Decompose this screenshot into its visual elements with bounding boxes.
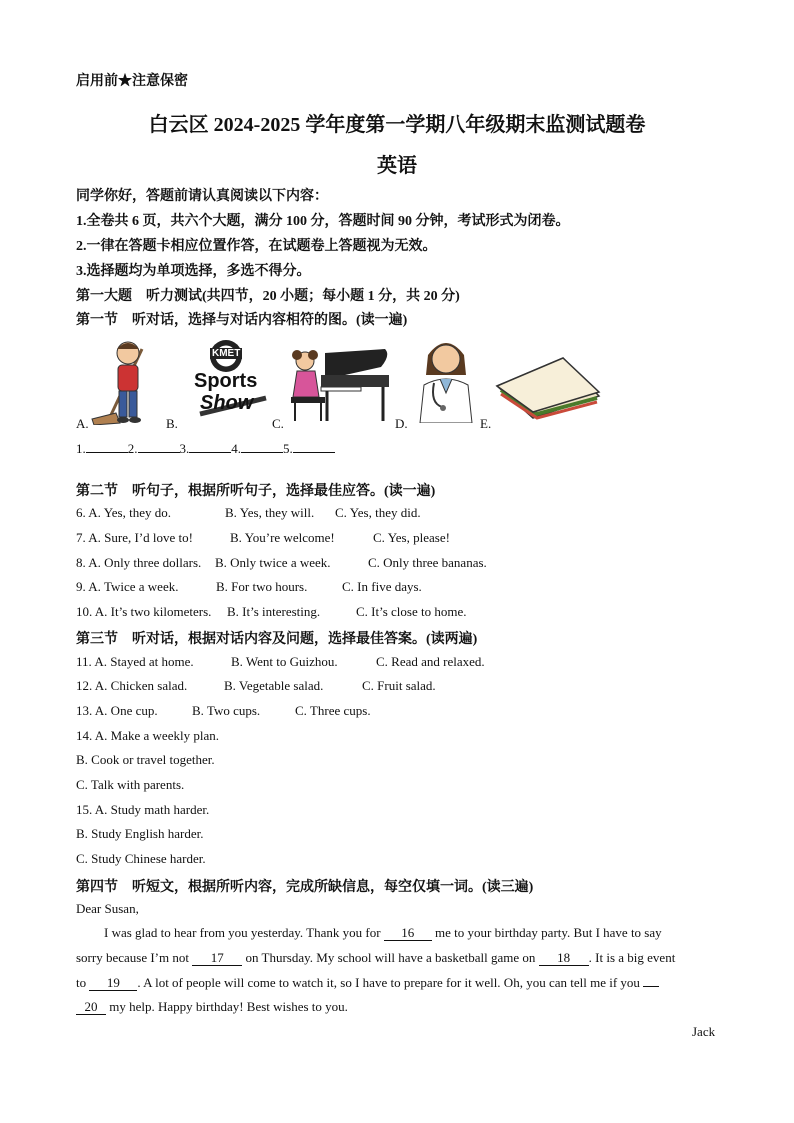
confidential-label: 启用前★注意保密 (76, 74, 188, 89)
instruction-intro: 同学你好，答题前请认真阅读以下内容： (76, 189, 328, 204)
passage-text: I was glad to hear from you yesterday. Thank you for (104, 925, 381, 940)
section1-heading: 第一节 听对话，选择与对话内容相符的图。(读一遍) (76, 313, 408, 328)
question-number: 6. (76, 505, 86, 520)
letter-line-3 (76, 975, 659, 991)
page-title: 白云区 2024-2025 学年度第一学期八年级期末监测试题卷 (148, 114, 646, 136)
option-a: A. Stayed at home. (94, 654, 194, 669)
blank-label: 4. (231, 441, 241, 456)
answer-blanks-1-5 (76, 441, 335, 457)
subject-title: 英语 (377, 155, 417, 177)
option-c: C. Yes, they did. (335, 505, 421, 520)
logo-text-show: Show (200, 392, 254, 414)
answer-blank[interactable] (189, 452, 231, 453)
image-c-label: C. (272, 416, 284, 431)
question-6 (76, 505, 171, 521)
option-b: B. Vegetable salad. (224, 678, 324, 693)
blank-label: 2. (127, 441, 138, 456)
question-number: 13. (76, 703, 93, 718)
logo-text-kmet: KMET (212, 348, 241, 359)
section2-heading: 第二节 听句子，根据所听句子，选择最佳应答。(读一遍) (76, 484, 436, 499)
option-b: B. Only twice a week. (215, 555, 331, 570)
answer-blank-18[interactable]: 18 (539, 951, 589, 966)
sports-show-logo-icon (180, 338, 270, 423)
answer-blank-19[interactable]: 19 (89, 976, 137, 991)
passage-text: . It is a big event (588, 950, 676, 965)
answer-blank-16[interactable]: 16 (384, 926, 432, 941)
image-d-label: D. (395, 416, 408, 431)
question-number: 11. (76, 654, 92, 669)
question-10 (76, 604, 211, 620)
answer-blank-17[interactable]: 17 (192, 951, 242, 966)
question-7 (76, 530, 193, 546)
question-15-option-c: C. Study Chinese harder. (76, 851, 206, 866)
option-c: C. Only three bananas. (368, 555, 487, 570)
letter-signature: Jack (692, 1024, 716, 1039)
option-c: C. In five days. (342, 579, 422, 594)
instruction-3: 3.选择题均为单项选择，多选不得分。 (76, 264, 311, 279)
answer-blank-20[interactable]: 20 (76, 1000, 106, 1015)
question-number: 12. (76, 678, 93, 693)
option-a: A. Twice a week. (88, 579, 179, 594)
question-number: 10. (76, 604, 93, 619)
passage-text: me to your birthday party. But I have to say (435, 925, 662, 940)
boy-sweeping-icon (88, 335, 160, 425)
question-11 (76, 654, 194, 670)
option-a: A. Sure, I’d love to! (88, 530, 193, 545)
instruction-2: 2.一律在答题卡相应位置作答，在试题卷上答题视为无效。 (76, 239, 437, 254)
answer-blank-20-start[interactable] (643, 986, 659, 987)
option-c: C. Three cups. (295, 703, 371, 718)
letter-greeting: Dear Susan, (76, 901, 139, 916)
option-c: C. It’s close to home. (356, 604, 467, 619)
option-a: A. One cup. (94, 703, 158, 718)
option-b: B. Went to Guizhou. (231, 654, 338, 669)
question-number: 7. (76, 530, 86, 545)
passage-text: my help. Happy birthday! Best wishes to you. (109, 999, 348, 1014)
letter-line-1 (104, 925, 662, 941)
sandwich-icon (493, 356, 603, 422)
answer-blank[interactable] (293, 452, 335, 453)
option-c: C. Fruit salad. (362, 678, 436, 693)
logo-text-sports: Sports (194, 370, 258, 392)
section4-heading: 第四节 听短文，根据所听内容，完成所缺信息，每空仅填一词。(读三遍) (76, 880, 534, 895)
question-15-option-a: 15. A. Study math harder. (76, 802, 210, 817)
question-13 (76, 703, 158, 719)
question-14-option-b: B. Cook or travel together. (76, 752, 215, 767)
passage-text: on Thursday. My school will have a basketball game on (245, 950, 536, 965)
option-a: A. Chicken salad. (94, 678, 188, 693)
passage-text: sorry because I’m not (76, 950, 189, 965)
question-number: 9. (76, 579, 86, 594)
blank-label: 3. (179, 441, 190, 456)
blank-label: 1. (76, 441, 86, 456)
question-8 (76, 555, 201, 571)
option-b: B. You’re welcome! (230, 530, 335, 545)
answer-blank[interactable] (138, 452, 180, 453)
option-b: B. Yes, they will. (225, 505, 315, 520)
answer-blank[interactable] (241, 452, 283, 453)
option-c: C. Read and relaxed. (376, 654, 485, 669)
question-12 (76, 678, 187, 694)
option-b: B. Two cups. (192, 703, 261, 718)
question-14-option-c: C. Talk with parents. (76, 777, 185, 792)
answer-blank[interactable] (86, 452, 128, 453)
question-14-option-a: 14. A. Make a weekly plan. (76, 728, 219, 743)
question-9 (76, 579, 178, 595)
image-a-label: A. (76, 416, 89, 431)
blank-label: 5. (283, 441, 293, 456)
option-b: B. For two hours. (216, 579, 308, 594)
passage-text: . A lot of people will come to watch it, so I have to prepare for it well. Oh, you can tell me if you (137, 975, 640, 990)
part1-heading: 第一大题 听力测试(共四节，20 小题；每小题 1 分，共 20 分) (76, 289, 460, 304)
instruction-1: 1.全卷共 6 页，共六个大题，满分 100 分，答题时间 90 分钟，考试形式为闭卷。 (76, 214, 570, 229)
option-a: A. Yes, they do. (88, 505, 172, 520)
option-b: B. It’s interesting. (227, 604, 321, 619)
letter-line-2 (76, 950, 675, 966)
option-a: A. It’s two kilometers. (94, 604, 212, 619)
girl-piano-icon (285, 345, 393, 423)
question-number: 8. (76, 555, 86, 570)
passage-text: to (76, 975, 87, 990)
section3-heading: 第三节 听对话，根据对话内容及问题，选择最佳答案。(读两遍) (76, 632, 478, 647)
option-c: C. Yes, please! (373, 530, 450, 545)
doctor-icon (410, 333, 482, 423)
image-b-label: B. (166, 416, 178, 431)
image-e-label: E. (480, 416, 492, 431)
question-15-option-b: B. Study English harder. (76, 826, 204, 841)
letter-line-4 (76, 999, 348, 1015)
option-a: A. Only three dollars. (88, 555, 202, 570)
